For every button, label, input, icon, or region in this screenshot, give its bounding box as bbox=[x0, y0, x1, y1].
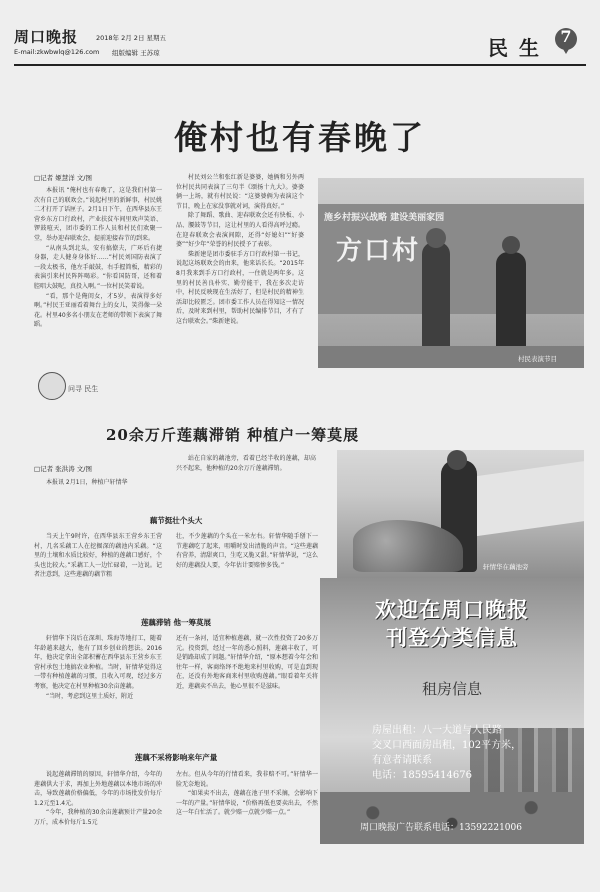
stage-banner-title: 方口村 bbox=[336, 236, 421, 266]
article2-photo bbox=[337, 450, 584, 578]
header-rule bbox=[14, 64, 586, 66]
article1-col1-para: “看，那个是俺闺女，才5岁，表演得多好啊。”村民王亚丽看着舞台上的女儿，笑得像一朵花。村里40多名小朋友在老师的带领下表演了舞蹈。 bbox=[34, 292, 162, 329]
article2-lead bbox=[34, 478, 162, 498]
article2-sub3-column-1 bbox=[34, 770, 162, 836]
classified-ad bbox=[320, 578, 584, 844]
article2-lead-text: 本报讯 2月1日，种植户轩情华 bbox=[46, 479, 128, 486]
article2-sub3-col1b-text: “今年，我种植的30余亩莲藕预计产量20余万斤，成本价每斤1.5元 bbox=[34, 809, 162, 826]
article1-col2-para: 除了舞蹈、歌曲、迎春联欢会还有快板、小品、腰鼓等节目，这让村里的人看得高呼过瘾。在迎春联欢会表演间隙，还得“好媳妇”“好婆婆”“好少年”荣誉的村民授予了表彰。 bbox=[176, 212, 304, 249]
article2-photo-caption: 轩情华在藕池旁 bbox=[483, 563, 529, 571]
performer-right bbox=[496, 252, 526, 360]
ad-flowers bbox=[320, 792, 584, 844]
ad-phone: 电话：18595414676 bbox=[372, 770, 472, 781]
performer-right-head bbox=[502, 236, 520, 254]
stage-banner-subtitle: 施乡村振兴战略 建设美丽家园 bbox=[324, 213, 445, 223]
article2-sub1-column-1 bbox=[34, 532, 162, 592]
article1-headline: 俺村也有春晚了 bbox=[174, 118, 426, 157]
ad-subtitle: 租房信息 bbox=[421, 680, 482, 698]
article2-subhead-3: 莲藕不采将影响来年产量 bbox=[134, 753, 218, 762]
article2-lead-continued bbox=[176, 454, 316, 490]
column-logo: 问寻 民生 bbox=[68, 385, 99, 393]
article2-lead-cont-text: 站在自家的藕池旁，看着已经半收的莲藕，却高兴不起来，他种植的20余万斤莲藕滞销。 bbox=[176, 455, 316, 472]
article2-headline: 20余万斤莲藕滞销 种植户一筹莫展 bbox=[106, 426, 360, 444]
article1-photo bbox=[318, 178, 584, 368]
contact-email: E-mail:zkwbwlq@126.com bbox=[14, 48, 100, 56]
ad-footer: 周口晚报广告联系电话：13592221006 bbox=[360, 823, 522, 833]
article2-sub2-col2-text: 还有一条河，适宜种植莲藕，就一次性投资了20多万元。投资到，经过一年的悉心照料，莲藕丰收了，可是销路却成了问题。”轩情华介绍，“原本想着今年会和往年一样，客商络绎不绝地来村里收购，可是直到现在，还没有外地客商来村里收购莲藕。”眼看着年关将近，莲藕卖不出去，他心里很不是滋味。 bbox=[176, 635, 318, 690]
article2-sub2-col1-text: 轩情华下岗后在深圳、珠海等地打工，随着年龄越来越大，他有了回乡创业的想法。2016年，他决定拿出全部积蓄在西华县东王营乡东王营村承包土地搞农业种植。当时，轩情华觉得这一带有种植莲藕的习惯，且收入可观，经过多方考察，他决定在村里种植30余亩莲藕。 bbox=[34, 635, 162, 690]
article1-col2-para: 柴新建是团市委驻手方口行政村第一书记，说起这场联欢会的由来，他来话长长。“2015年8月我来到手方口行政村，一住就是两年多。这里的村民善良朴实、勤劳能干，我在多次走访中，村民反映现在生活好了，但是村民的精神生活却比较匮乏。团市委工作人员在得知这一情况后，及时来到村里，帮助村民编排节目，才有了这台联欢会。”柴新建说。 bbox=[176, 250, 304, 325]
article2-sub3-column-2 bbox=[176, 770, 318, 836]
article2-sub2-col1b-text: “当时，考虑到这里土质好，附近 bbox=[46, 692, 134, 700]
article2-byline: □记者 张洪涛 文/图 bbox=[34, 465, 92, 473]
article2-sub1-column-2 bbox=[176, 532, 318, 592]
page-number: 7 bbox=[560, 27, 572, 46]
article1-col1-para: “从南头到北头，安有搞僚夫，广环后有捷身器，走人健身身体好……”村民刘国防表演了一段太极书，他左手敲鼓，右手握简板，精彩的表演引来村民阵阵喝彩。“你看国防哥，还和着腔唱大鼓呢，真投入啊。”一位村民笑着说。 bbox=[34, 244, 162, 290]
article1-photo-caption: 村民表演节目 bbox=[518, 355, 557, 363]
performer-left-head bbox=[426, 228, 446, 248]
ad-title-line2: 刊登分类信息 bbox=[386, 625, 518, 650]
layout-editor: 组版编辑 王苏琼 bbox=[112, 49, 160, 57]
article2-subhead-2: 莲藕滞销 他一筹莫展 bbox=[140, 618, 212, 627]
farmer-head bbox=[447, 450, 467, 470]
ad-text-3: 有意者请联系 bbox=[372, 755, 432, 766]
article1-col2-para: 村民刘公兰和张红新是婆婆，她俩和另外两位村民共同表演了三句半《颂扬十九大》。婆婆俩一上场，就有村民说：“这婆婆俩为表演这个节目，晚上在家没事就对词，演得真好。” bbox=[176, 174, 304, 210]
article2-sub3-col1-text: 说起莲藕滞销的原因，轩情华介绍，今年的莲藕供大于求，再加上外地莲藕以本地市场的冲击，导致莲藕价格偏低，今年的市场批发价每斤1.2元至1.4元。 bbox=[34, 771, 162, 807]
performer-left bbox=[422, 242, 450, 360]
article2-sub1-col1-text: 当天上午9时许，在西华县东王营乡东王营村，几名采藕工人在挖掘深的藕池内采藕。“这里的土壤和水质比较好，种植的莲藕口感好，个头也比较大。”采藕工人一边忙碌着，一边说。记者注意到，这些莲藕的藕节粗 bbox=[34, 533, 162, 579]
article2-subhead-1: 藕节挺壮个头大 bbox=[149, 516, 203, 525]
article2-sub3-col2b-text: “如果卖不出去，莲藕在池子里不采摘，会影响下一年的产量。”轩情华说，“价格再低也要卖出去，不然这一年白忙活了。就少赔一点就少赔一点。” bbox=[176, 790, 318, 817]
article2-sub3-col2-text: 左右。但从今年的行情看来，我非赔不可。”轩情华一脸无奈地说。 bbox=[176, 771, 318, 788]
ad-text-2: 交叉口西面房出租，102平方米， bbox=[372, 740, 522, 751]
article1-byline: □记者 姬慧洋 文/图 bbox=[34, 174, 92, 182]
article1-col1-para: 本报讯 “俺村也有春晚了，这是我们村第一次有自己的联欢会。”说起村里的新鲜事，村民姚二才打开了话匣子。2月1日下午，在西华县东王营乡东方口行政村，产业扶贫车间里欢声笑语、锣鼓喧天，团市委的工作人员和村民们欢聚一堂，举办迎春联欢会，提前迎接春节的到来。 bbox=[34, 187, 162, 242]
article2-sub1-col2-text: 壮，不少莲藕的个头在一米左右。轩情华随手掰下一节莲藕吃了起来，咀嚼时发出清脆的声音。“这些莲藕有营养，清甜爽口，生吃又脆又甜。”轩情华说，“这么好的莲藕没人要，今年估计要赔惨多钱。” bbox=[176, 533, 318, 569]
article1-column-2 bbox=[176, 173, 304, 363]
column-logo-icon bbox=[38, 372, 66, 400]
ad-title-line1: 欢迎在周口晚报 bbox=[375, 597, 529, 622]
masthead-logo: 周口晚报 bbox=[14, 28, 79, 46]
article2-sub2-column-1 bbox=[34, 634, 162, 724]
ad-text-1: 房屋出租：八一大道与人民路 bbox=[372, 725, 502, 736]
issue-date: 2018年 2月 2日 星期五 bbox=[96, 34, 167, 42]
article1-column-1 bbox=[34, 186, 162, 348]
section-title: 民 生 bbox=[488, 36, 541, 60]
article2-sub2-column-2 bbox=[176, 634, 318, 724]
